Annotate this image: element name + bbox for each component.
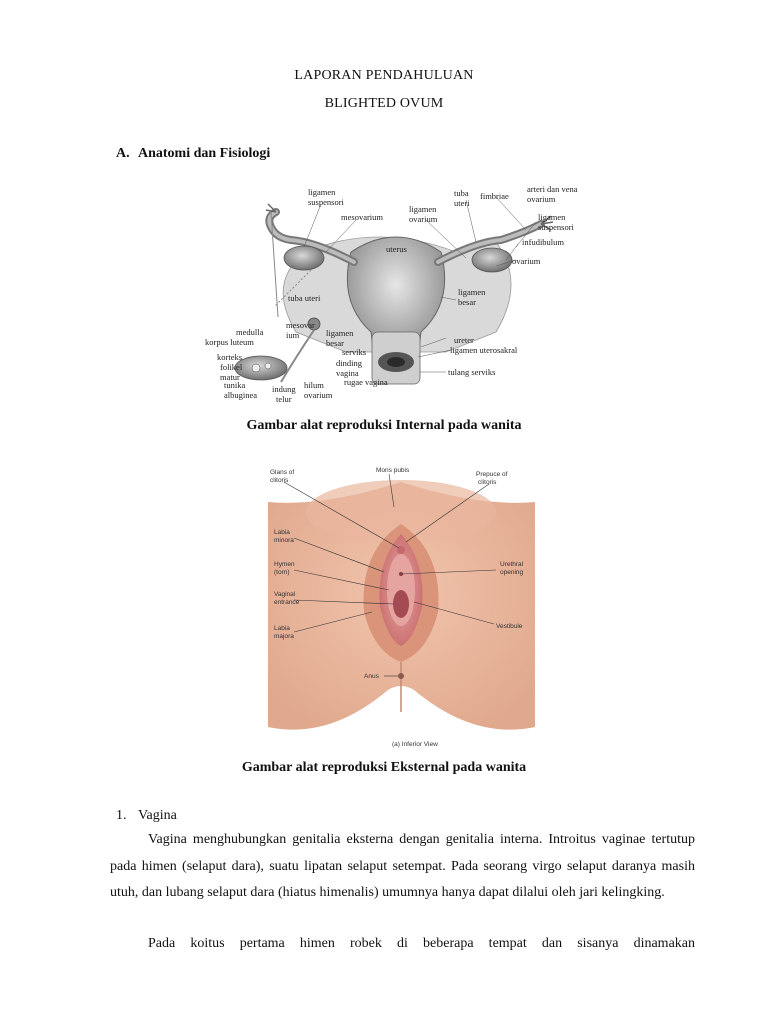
document-title: LAPORAN PENDAHULUAN <box>294 68 474 83</box>
label-ligamen-ovarium: ligamen <box>409 204 437 214</box>
label-tulang-serviks: tulang serviks <box>448 367 496 377</box>
label-tunika: tunika <box>224 380 246 390</box>
paragraph-2: Pada koitus pertama himen robek di beberapa tempat dan sisanya dinamakan <box>148 936 695 951</box>
label-hymen: Hymen <box>274 561 295 568</box>
label-ligamen-suspensori-right-2: suspensori <box>538 222 574 232</box>
list-item-title: Vagina <box>138 808 177 823</box>
label-labia-majora: Labia <box>274 625 290 632</box>
label-medulla: medulla <box>236 327 264 337</box>
section-marker: A. <box>116 146 130 161</box>
label-arteri-vena: arteri dan vena <box>527 184 578 194</box>
label-inferior-view: (a) Inferior View <box>392 741 438 748</box>
label-ureter: ureter <box>454 335 474 345</box>
label-fimbriae: fimbriae <box>480 191 509 201</box>
label-ligamen-besar-right-2: besar <box>458 297 476 307</box>
label-ligamen-ovarium-2: ovarium <box>409 214 438 224</box>
label-anus: Anus <box>364 673 379 680</box>
paragraph-1: Vagina menghubungkan genitalia eksterna dengan genitalia interna. Introitus vaginae tertutup pada himen (selaput dara), suatu lipatan selaput setempat. Pada seorang virgo selaput daranya masih utuh, dan lubang selaput dara (hiatus himenalis) umumnya hanya dapat dilalui oleh jari kelingking. <box>110 832 695 900</box>
label-glans-clitoris-2: clitoris <box>270 477 289 484</box>
label-korpus-luteum: korpus luteum <box>205 337 254 347</box>
label-dinding-vagina-2: vagina <box>336 368 359 378</box>
label-ligamen-suspensori-right: ligamen <box>538 212 566 222</box>
label-labia-minora: Labia <box>274 529 290 536</box>
label-rugae-vagina: rugae vagina <box>344 377 388 387</box>
label-hilum-ovarium: hilum <box>304 380 324 390</box>
internal-anatomy-figure <box>196 182 596 404</box>
label-urethral-opening-2: opening <box>500 569 524 576</box>
label-serviks: serviks <box>342 347 367 357</box>
label-tunika-2: albuginea <box>224 390 258 400</box>
list-item-number: 1. <box>116 808 127 823</box>
label-folikel-2: matur <box>220 372 240 382</box>
label-mons-pubis: Mons pubis <box>376 467 410 474</box>
label-korteks: korteks <box>217 352 243 362</box>
label-labia-minora-2: minora <box>274 537 294 544</box>
label-folikel: folikel <box>220 362 243 372</box>
label-ligamen-besar-left-2: besar <box>326 338 344 348</box>
label-ligamen-suspensori: ligamen <box>308 187 336 197</box>
label-tuba-uteri: tuba <box>454 188 469 198</box>
label-vaginal-entrance-2: entrance <box>274 599 300 606</box>
label-tuba-uteri-2: uteri <box>454 198 470 208</box>
label-prepuce-clitoris: Prepuce of <box>476 471 508 478</box>
label-mesovarium-lower-2: ium <box>286 330 300 340</box>
label-ligamen-besar-right: ligamen <box>458 287 486 297</box>
label-hilum-ovarium-2: ovarium <box>304 390 333 400</box>
label-infundibulum: infudibulum <box>522 237 565 247</box>
figure-internal-caption: Gambar alat reproduksi Internal pada wanita <box>246 418 522 433</box>
label-vaginal-entrance: Vaginal <box>274 591 296 598</box>
section-heading-text: Anatomi dan Fisiologi <box>138 146 271 161</box>
label-uterus: uterus <box>386 244 407 254</box>
label-vestibule: Vestibule <box>496 623 523 630</box>
label-tuba-uteri-lower: tuba uteri <box>288 293 321 303</box>
label-dinding-vagina: dinding <box>336 358 362 368</box>
label-indung-telur-2: telur <box>276 394 292 404</box>
label-prepuce-clitoris-2: clitoris <box>478 479 497 486</box>
external-anatomy-figure <box>264 462 539 752</box>
label-ovarium: ovarium <box>512 256 541 266</box>
label-mesovarium-lower: mesovar <box>286 320 315 330</box>
label-arteri-vena-2: ovarium <box>527 194 556 204</box>
label-mesovarium: mesovarium <box>341 212 384 222</box>
label-labia-majora-2: majora <box>274 633 294 640</box>
label-glans-clitoris: Glans of <box>270 469 295 476</box>
figure-external-caption: Gambar alat reproduksi Eksternal pada wanita <box>241 760 527 775</box>
label-ligamen-uterosakral: ligamen uterosakral <box>450 345 518 355</box>
label-urethral-opening: Urethral <box>500 561 524 568</box>
label-indung-telur: indung <box>272 384 296 394</box>
list-item-vagina <box>116 808 177 824</box>
label-hymen-2: (torn) <box>274 569 290 576</box>
label-ligamen-suspensori-2: suspensori <box>308 197 344 207</box>
section-heading <box>116 146 270 162</box>
label-ligamen-besar-left: ligamen <box>326 328 354 338</box>
document-subtitle: BLIGHTED OVUM <box>324 96 444 111</box>
